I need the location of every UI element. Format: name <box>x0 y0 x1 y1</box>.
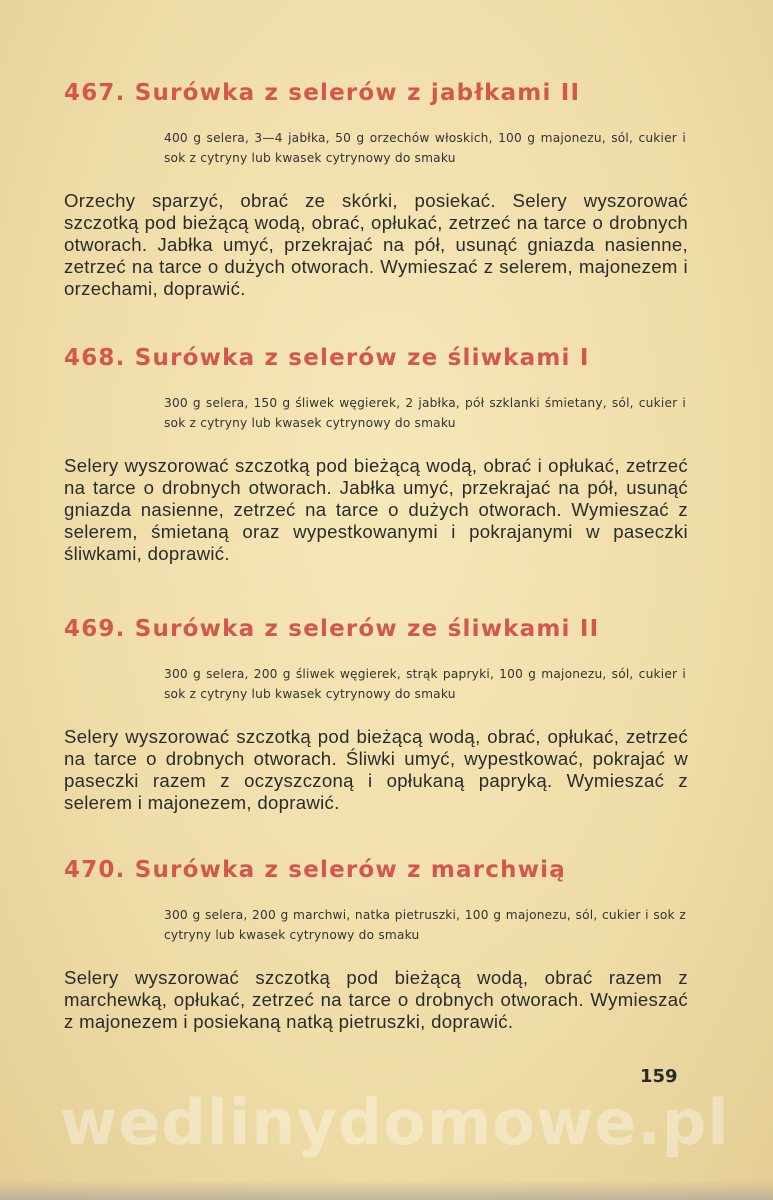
recipe-ingredients: 300 g selera, 200 g śliwek węgierek, strąk papryki, 100 g majonezu, sól, cukier i sok z cytryny lub kwasek cytrynowy do smaku <box>164 667 686 701</box>
page-number: 159 <box>640 1066 678 1087</box>
recipe-method: Selery wyszorować szczotką pod bieżącą wodą, obrać i opłukać, zetrzeć na tarce o drobnych otworach. Jabłka umyć, przekrajać na pół, usunąć gniazda nasienne, zetrzeć na tarce o dużych otworach. Wymieszać z selerem, śmietaną oraz wypestkowanymi i pokrajanymi w paseczki śliwkami, doprawić. <box>64 455 688 564</box>
recipe-470 <box>64 857 704 1033</box>
recipe-title: 468. Surówka z selerów ze śliwkami I <box>64 345 590 371</box>
recipe-468 <box>64 345 704 565</box>
recipe-title: 470. Surówka z selerów z marchwią <box>64 857 566 883</box>
recipe-title: 469. Surówka z selerów ze śliwkami II <box>64 616 600 642</box>
page-bottom-edge <box>0 1180 773 1200</box>
watermark: wedlinydomowe.pl <box>60 1086 730 1159</box>
recipe-method: Selery wyszorować szczotką pod bieżącą wodą, obrać, opłukać, zetrzeć na tarce o drobnych otworach. Śliwki umyć, wypestkować, pokrajać w paseczki razem z oczyszczoną i opłukaną papryką. Wymieszać z selerem i majonezem, doprawić. <box>64 726 688 813</box>
recipe-ingredients: 300 g selera, 150 g śliwek węgierek, 2 jabłka, pół szklanki śmietany, sól, cukier i sok z cytryny lub kwasek cytrynowy do smaku <box>164 396 686 430</box>
recipe-method: Selery wyszorować szczotką pod bieżącą wodą, obrać razem z marchewką, opłukać, zetrzeć na tarce o drobnych otworach. Wymieszać z majonezem i posiekaną natką pietruszki, doprawić. <box>64 967 688 1032</box>
recipe-ingredients: 300 g selera, 200 g marchwi, natka pietruszki, 100 g majonezu, sól, cukier i sok z cytryny lub kwasek cytrynowy do smaku <box>164 908 686 942</box>
recipe-title: 467. Surówka z selerów z jabłkami II <box>64 80 581 106</box>
recipe-469 <box>64 616 704 814</box>
recipe-467 <box>64 80 704 300</box>
recipe-method: Orzechy sparzyć, obrać ze skórki, posiekać. Selery wyszorować szczotką pod bieżącą wodą, obrać, opłukać, zetrzeć na tarce o drobnych otworach. Jabłka umyć, przekrajać na pół, usunąć gniazda nasienne, zetrzeć na tarce o dużych otworach. Wymieszać z selerem, majonezem i orzechami, doprawić. <box>64 190 688 299</box>
recipe-ingredients: 400 g selera, 3—4 jabłka, 50 g orzechów włoskich, 100 g majonezu, sól, cukier i sok z cytryny lub kwasek cytrynowy do smaku <box>164 131 686 165</box>
